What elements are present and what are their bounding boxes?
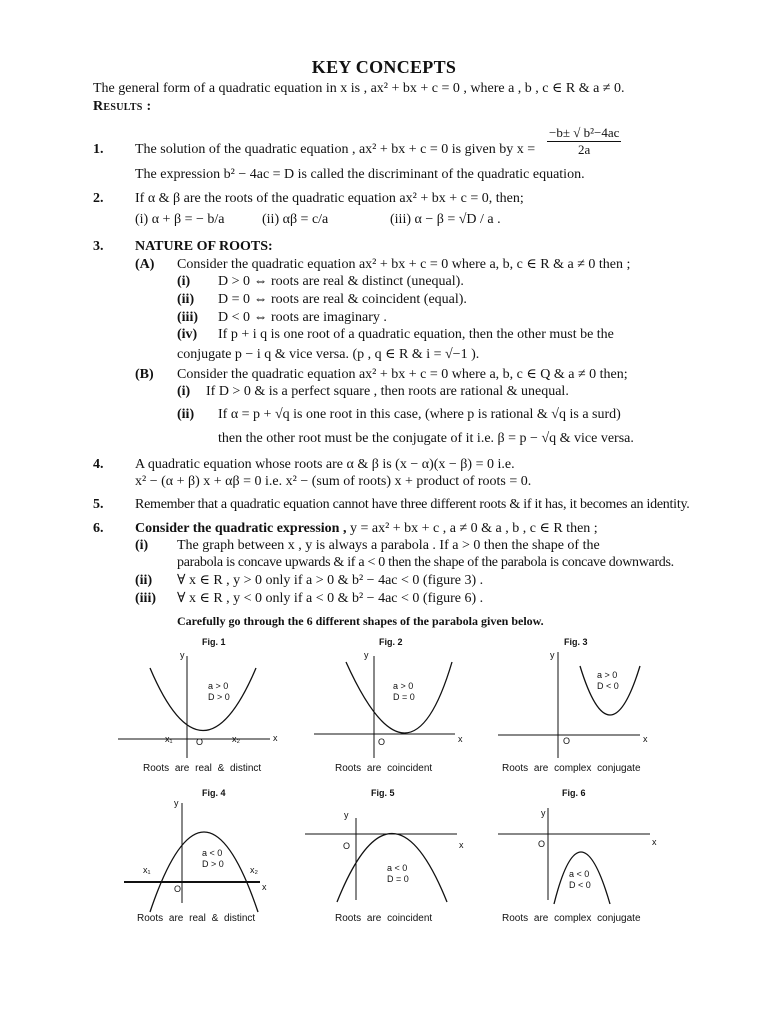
item-6-ii-text: ∀ x ∈ R , y > 0 only if a > 0 & b² − 4ac < 0 (figure 3) . xyxy=(177,573,484,588)
figure-title: Fig. 5 xyxy=(371,788,395,798)
condition-d: D < 0 xyxy=(569,880,591,890)
item-4-text: A quadratic equation whose roots are α & β is (x − α)(x − β) = 0 i.e. xyxy=(135,457,515,472)
item-3b-ii-text-2: then the other root must be the conjugate of it i.e. β = p − √q & vice versa. xyxy=(218,431,634,446)
figure-caption: Roots are real & distinct xyxy=(143,763,262,774)
item-number: 6. xyxy=(93,521,104,536)
y-axis-label: y xyxy=(180,650,185,660)
origin-label: O xyxy=(563,736,571,746)
root-label: x₂ xyxy=(250,865,258,875)
results-heading: Results : xyxy=(93,99,152,114)
condition-a: a > 0 xyxy=(208,681,229,691)
formula-numerator: −b± √ b²−4ac xyxy=(549,125,620,140)
condition-d: D > 0 xyxy=(202,859,224,869)
item-number: 1. xyxy=(93,142,104,157)
sub-label: (iii) xyxy=(177,310,198,325)
item-number: 5. xyxy=(93,497,104,512)
item-3a-text: Consider the quadratic equation ax² + bx + c = 0 where a, b, c ∈ R & a ≠ 0 then ; xyxy=(177,257,631,272)
item-3b-i-text: If D > 0 & is a perfect square , then roots are rational & unequal. xyxy=(206,384,569,399)
intro-text: The general form of a quadratic equation in x is , ax² + bx + c = 0 , where a , b , c ∈ R & a ≠ 0. xyxy=(93,81,625,96)
sub-label: (B) xyxy=(135,367,154,382)
condition-d: D < 0 xyxy=(597,681,619,691)
item-6-heading: Consider the quadratic expression , xyxy=(135,521,347,536)
figure-caption: Roots are coincident xyxy=(335,913,433,924)
item-6-i-text: The graph between x , y is always a parabola . If a > 0 then the shape of the xyxy=(177,538,600,553)
formula-denominator: 2a xyxy=(578,142,591,157)
item-3a-ii-text: D = 0 ⇔ roots are real & coincident (equal). xyxy=(218,292,467,307)
y-axis-label: y xyxy=(550,650,555,660)
item-1-text: The solution of the quadratic equation , ax² + bx + c = 0 is given by x = xyxy=(135,142,536,157)
item-2-text: If α & β are the roots of the quadratic equation ax² + bx + c = 0, then; xyxy=(135,191,524,206)
parabola-curve xyxy=(150,668,256,731)
root-label: x₁ xyxy=(143,865,151,875)
item-3a-iii-text: D < 0 ⇔ roots are imaginary . xyxy=(218,310,387,325)
sub-label: (A) xyxy=(135,257,155,272)
root-label: x₂ xyxy=(232,734,240,744)
condition-a: a < 0 xyxy=(387,863,408,873)
origin-label: O xyxy=(538,839,546,849)
quadratic-formula-fraction xyxy=(547,125,621,158)
item-3a-i-text: D > 0 ⇔ roots are real & distinct (unequal). xyxy=(218,274,464,289)
sub-label: (iii) xyxy=(135,591,156,606)
figure-caption: Roots are complex conjugate xyxy=(502,763,641,774)
item-2-sum: (i) α + β = − b/a xyxy=(135,212,225,227)
y-axis-label: y xyxy=(541,808,546,818)
figure-title: Fig. 6 xyxy=(562,788,586,798)
x-axis-label: x xyxy=(262,882,267,892)
x-axis-label: x xyxy=(652,837,657,847)
x-axis-label: x xyxy=(459,840,464,850)
figure-title: Fig. 3 xyxy=(564,637,588,647)
condition-d: D = 0 xyxy=(393,692,415,702)
figure-caption: Roots are coincident xyxy=(335,763,433,774)
figure-2 xyxy=(314,637,463,774)
item-3a-iv-text-2: conjugate p − i q & vice versa. (p , q ∈ R & i = √−1 ). xyxy=(177,347,480,362)
condition-a: a < 0 xyxy=(569,869,590,879)
item-6-text xyxy=(135,520,598,537)
y-axis-label: y xyxy=(364,650,369,660)
parabola-curve xyxy=(150,832,258,912)
sub-label: (i) xyxy=(177,384,191,399)
condition-d: D > 0 xyxy=(208,692,230,702)
figure-caption: Roots are real & distinct xyxy=(137,913,256,924)
item-6-expression: y = ax² + bx + c , a ≠ 0 & a , b , c ∈ R then ; xyxy=(349,521,598,536)
item-3b-text: Consider the quadratic equation ax² + bx + c = 0 where a, b, c ∈ Q & a ≠ 0 then; xyxy=(177,367,628,382)
parabola-figures xyxy=(0,628,768,928)
item-6-iii-text: ∀ x ∈ R , y < 0 only if a < 0 & b² − 4ac < 0 (figure 6) . xyxy=(177,591,484,606)
x-axis-label: x xyxy=(273,733,278,743)
figures-heading: Carefully go through the 6 different shapes of the parabola given below. xyxy=(177,614,544,628)
item-3b-ii-text: If α = p + √q is one root in this case, (where p is rational & √q is a surd) xyxy=(218,407,621,422)
y-axis-label: y xyxy=(344,810,349,820)
sub-label: (i) xyxy=(177,274,191,289)
item-4-text-2: x² − (α + β) x + αβ = 0 i.e. x² − (sum of roots) x + product of roots = 0. xyxy=(135,474,532,489)
figure-1 xyxy=(118,637,278,774)
sub-label: (ii) xyxy=(177,407,195,422)
origin-label: O xyxy=(378,737,386,747)
figure-4 xyxy=(124,788,267,924)
item-6-i-text-2: parabola is concave upwards & if a < 0 then the shape of the parabola is concave downwards. xyxy=(177,555,674,570)
figure-title: Fig. 2 xyxy=(379,637,403,647)
item-number: 3. xyxy=(93,239,104,254)
origin-label: O xyxy=(343,841,351,851)
sub-label: (iv) xyxy=(177,327,198,342)
item-5-text: Remember that a quadratic equation cannot have three different roots & if it has, it becomes an identity. xyxy=(135,497,690,512)
y-axis-label: y xyxy=(174,798,179,808)
figure-3 xyxy=(498,637,648,774)
item-1-discriminant: The expression b² − 4ac = D is called the discriminant of the quadratic equation. xyxy=(135,167,585,182)
condition-a: a < 0 xyxy=(202,848,223,858)
condition-a: a > 0 xyxy=(597,670,618,680)
condition-d: D = 0 xyxy=(387,874,409,884)
item-2-difference: (iii) α − β = √D / a . xyxy=(390,212,501,227)
origin-label: O xyxy=(174,884,182,894)
condition-a: a > 0 xyxy=(393,681,414,691)
item-2-product: (ii) αβ = c/a xyxy=(262,212,329,227)
item-number: 2. xyxy=(93,191,104,206)
figure-6 xyxy=(498,788,657,924)
item-number: 4. xyxy=(93,457,104,472)
root-label: x₁ xyxy=(165,734,173,744)
sub-label: (ii) xyxy=(135,573,153,588)
sub-label: (ii) xyxy=(177,292,195,307)
x-axis-label: x xyxy=(643,734,648,744)
sub-label: (i) xyxy=(135,538,149,553)
figure-5 xyxy=(305,788,464,924)
figure-title: Fig. 1 xyxy=(202,637,226,647)
page-title: KEY CONCEPTS xyxy=(311,57,457,77)
x-axis-label: x xyxy=(458,734,463,744)
item-3a-iv-text: If p + i q is one root of a quadratic equation, then the other must be the xyxy=(218,327,614,342)
figure-caption: Roots are complex conjugate xyxy=(502,913,641,924)
figure-title: Fig. 4 xyxy=(202,788,226,798)
origin-label: O xyxy=(196,737,204,747)
nature-of-roots-heading: NATURE OF ROOTS: xyxy=(135,239,273,254)
